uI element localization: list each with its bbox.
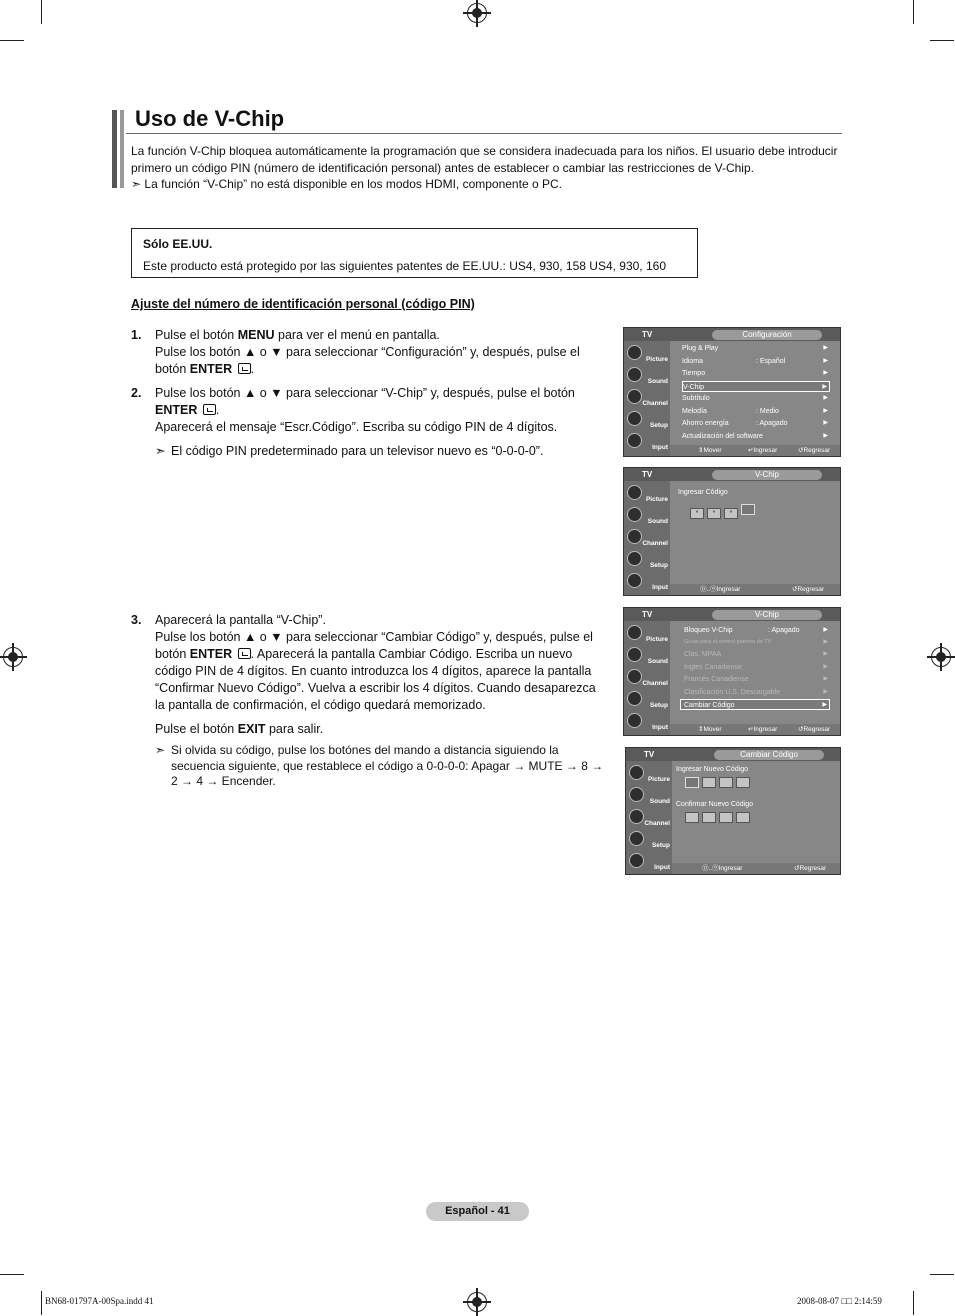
channel-icon [627,669,642,684]
intro-paragraph [131,143,841,193]
page-title: Uso de V-Chip [135,106,285,131]
osd-menu-row[interactable]: Ahorro energía : Apagado ▶ [682,420,828,427]
input-icon [627,713,642,728]
sound-icon [627,507,642,522]
osd-sidebar: Picture Sound Channel Setup Input [624,341,670,456]
step-number: 3. [131,613,142,627]
osd-menu-row[interactable]: Plug & Play ▶ [682,345,828,352]
picture-icon [627,485,642,500]
enter-icon [238,648,251,659]
setup-icon [629,831,644,846]
intro-text: La función V-Chip bloquea automáticamente la programación que se considera inadecuada para los niños. El usuario debe introducir primero un código PIN (número de identificación personal) antes de establecer o cambiar las restricciones de V-Chip. [131,144,838,175]
osd-title: Cambiar Código [714,750,824,760]
registration-mark-icon [931,647,951,667]
osd-menu-row[interactable]: Actualización del software ▶ [682,433,828,440]
osd-tv-label: TV [642,330,653,339]
osd-sidebar: Picture Sound Channel Setup Input [626,761,672,874]
step-2-line-b: Aparecerá el mensaje “Escr.Código”. Escriba su código PIN de 4 dígitos. [155,420,558,434]
print-footer-date: 2008-08-07 □□ 2:14:59 [797,1296,882,1306]
crop-mark [913,1291,914,1315]
step-2-line-a: Pulse los botón ▲ o ▼ para seleccionar “V-Chip” y, después, pulse el botón ENTER . [155,386,575,417]
osd-tv-label: TV [642,610,653,619]
osd-menu-row-selected[interactable]: V-Chip ▶ [682,381,830,392]
step-2-tip [155,443,606,460]
crop-mark [0,40,24,41]
osd-sidebar: Picture Sound Channel Setup Input [624,481,670,595]
osd-footer: ⓪..⑨ Ingresar Código ↺ Regresar [672,863,840,874]
osd-tv-label: TV [642,470,653,479]
osd-sidebar: Picture Sound Channel Setup Input [624,621,670,735]
sound-icon [629,787,644,802]
input-icon [629,853,644,868]
sound-icon [627,367,642,382]
osd-vchip-menu-screen [623,607,841,736]
osd-tv-label: TV [644,750,655,759]
patent-note-box [131,228,698,278]
osd-footer: ⓪..⑨ Ingresar Código ↺ Regresar [670,584,840,595]
osd-vchip-pin-screen [623,467,841,604]
step-1 [131,327,606,378]
step-3-tip [155,743,606,790]
osd-new-pin-label: Ingresar Nuevo Código [676,766,748,773]
intro-note-text: La función “V-Chip” no está disponible en los modos HDMI, componente o PC. [144,177,562,191]
osd-menu-row[interactable]: Melodía : Medio ▶ [682,408,828,415]
osd-menu-row-selected[interactable]: Cambiar Código ▶ [680,699,830,710]
step-3-line-b: Pulse los botón ▲ o ▼ para seleccionar “Cambiar Código” y, después, pulse el botón ENTER . Aparecerá la pantalla Cambiar Código. Escriba un nuevo código PIN de 4 dígitos. En cuanto introduzca los 4 dígitos, aparece la pantalla “Confirmar Nuevo Código”. Vuelva a escribir los 4 dígitos. Cuando desaparezca la pantalla de confirmación, el código quedará memorizado. [155,630,596,712]
crop-mark [0,1274,24,1275]
osd-confirm-pin-entry[interactable] [685,812,753,823]
channel-icon [629,809,644,824]
step-3-tip-text: Si olvida su código, pulse los botónes del mando a distancia siguiendo la secuencia siguiente, que restablece el código a 0-0-0-0: Apagar → MUTE → 8 → 2 → 4 → Encender. [171,743,604,788]
osd-cambiar-codigo-screen [625,747,841,883]
osd-title: V-Chip [712,610,822,620]
picture-icon [629,765,644,780]
osd-menu-row[interactable]: Clasificación U.S. Descargable ▶ [684,689,828,696]
osd-menu-row[interactable]: Bloqueo V-Chip : Apagado ▶ [684,627,828,634]
section-heading: Ajuste del número de identificación personal (código PIN) [131,297,475,311]
registration-mark-icon [3,647,23,667]
osd-footer: ⇕ Mover ↵ Ingresar ↺ Regresar [670,445,840,456]
input-icon [627,573,642,588]
intro-note [131,176,841,193]
step-3 [131,612,606,790]
step-1-line-b: Pulse los botón ▲ o ▼ para seleccionar “Configuración” y, después, pulse el botón ENTER . [155,345,580,376]
osd-confirm-pin-label: Confirmar Nuevo Código [676,801,754,808]
step-number: 1. [131,328,142,342]
setup-icon [627,411,642,426]
step-number: 2. [131,386,142,400]
print-footer-file: BN68-01797A-00Spa.indd 41 [45,1296,154,1306]
osd-menu-row[interactable]: Clas. MPAA ▶ [684,651,828,658]
note-arrow-icon: ➣ [155,743,166,757]
crop-mark [913,0,914,24]
page-number-badge: Español - 41 [426,1202,529,1221]
crop-mark [930,40,954,41]
crop-mark [930,1274,954,1275]
osd-menu-row[interactable]: Subtítulo ▶ [682,395,828,402]
note-arrow-icon: ➣ [131,177,142,191]
step-2-tip-text: El código PIN predeterminado para un televisor nuevo es “0-0-0-0”. [171,444,544,458]
step-3-line-a: Aparecerá la pantalla “V-Chip”. [155,613,326,627]
note-box-text: Este producto está protegido por las siguientes patentes de EE.UU.: US4, 930, 158 US4, 930, 160 [143,259,666,273]
setup-icon [627,691,642,706]
picture-icon [627,625,642,640]
osd-menu-row[interactable]: Francés Canadiense ▶ [684,676,828,683]
osd-menu-row[interactable]: Inglés Canadiense ▶ [684,664,828,671]
input-icon [627,433,642,448]
enter-icon [238,363,251,374]
picture-icon [627,345,642,360]
crop-mark [41,0,42,24]
channel-icon [627,529,642,544]
note-box-title: Sólo EE.UU. [143,237,213,251]
step-1-line-a: Pulse el botón MENU para ver el menú en pantalla. [155,328,440,342]
title-decoration [112,110,126,188]
osd-menu-row[interactable]: Guías para el control paterno de TV ▶ [684,639,828,645]
osd-menu-row[interactable]: Tiempo ▶ [682,370,828,377]
setup-icon [627,551,642,566]
enter-icon [203,404,216,415]
sound-icon [627,647,642,662]
crop-mark [41,1291,42,1315]
osd-pin-label: Ingresar Código [678,489,728,496]
osd-menu-row[interactable]: Idioma : Español ▶ [682,358,828,365]
note-arrow-icon: ➣ [155,444,166,458]
registration-mark-icon [467,3,487,23]
osd-title: Configuración [712,330,822,340]
step-3-line-c: Pulse el botón EXIT para salir. [155,722,324,736]
channel-icon [627,389,642,404]
osd-pin-entry[interactable]: * * * [690,504,758,515]
registration-mark-icon [467,1292,487,1312]
osd-new-pin-entry[interactable] [685,777,753,788]
osd-configuracion-screen [623,327,841,457]
osd-title: V-Chip [712,470,822,480]
step-2 [131,385,606,460]
title-rule [126,133,842,134]
osd-footer: ⇕ Mover ↵ Ingresar ↺ Regresar [670,724,840,735]
